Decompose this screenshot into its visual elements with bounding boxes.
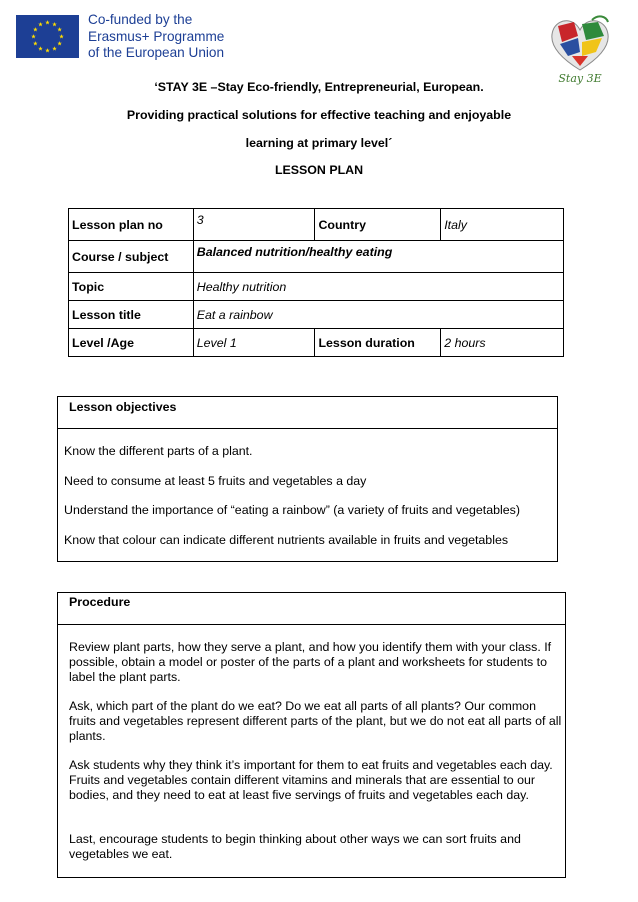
level-label: Level /Age: [69, 329, 194, 357]
procedure-paragraph: Last, encourage students to begin thinking about other ways we can sort fruits and vegetables we eat.: [69, 832, 521, 861]
document-subtitle-line1: Providing practical solutions for effective teaching and enjoyable: [126, 108, 512, 122]
eu-star: [33, 27, 38, 31]
objective-item: Need to consume at least 5 fruits and vegetables a day: [64, 474, 367, 488]
eu-stars-icon: [16, 15, 79, 58]
lesson-plan-no-value: 3: [193, 209, 315, 241]
eu-star: [31, 34, 36, 38]
course-label: Course / subject: [69, 241, 194, 273]
eu-flag-logo: [16, 15, 79, 58]
table-row: [69, 301, 564, 329]
eu-text-line: Erasmus+ Programme: [88, 28, 225, 44]
procedure-paragraph: Ask, which part of the plant do we eat? Do we eat all parts of all plants? Our common fruits and vegetables represent different parts of the plant, but we do not eat all parts of all plants.: [69, 699, 562, 743]
eu-star: [38, 46, 43, 50]
objective-item: Understand the importance of “eating a rainbow” (a variety of fruits and vegetables): [64, 503, 520, 517]
objective-item: Know the different parts of a plant.: [64, 444, 253, 458]
country-value: Italy: [441, 209, 564, 241]
eu-funding-text: [88, 12, 224, 62]
lesson-title-value: Eat a rainbow: [193, 301, 563, 329]
lesson-plan-heading: LESSON PLAN: [274, 163, 364, 177]
course-value: Balanced nutrition/healthy eating: [193, 241, 563, 273]
eu-star: [52, 22, 57, 26]
procedure-box: [57, 592, 566, 878]
table-row: [69, 209, 564, 241]
eu-star: [52, 46, 57, 50]
country-label: Country: [315, 209, 441, 241]
lesson-meta-table: [68, 208, 564, 357]
level-value: Level 1: [193, 329, 315, 357]
document-subtitle-line2: learning at primary level´: [245, 136, 393, 150]
eu-star: [57, 41, 62, 45]
lesson-title-label: Lesson title: [69, 301, 194, 329]
stay3e-logo: [544, 12, 616, 86]
document-title: ‘STAY 3E –Stay Eco-friendly, Entrepreneurial, European.: [154, 80, 484, 94]
lesson-plan-no-label: Lesson plan no: [69, 209, 194, 241]
heart-flags-icon: [544, 12, 616, 86]
procedure-heading: Procedure: [58, 593, 565, 625]
eu-star: [33, 41, 38, 45]
topic-label: Topic: [69, 273, 194, 301]
table-row: [69, 241, 564, 273]
logo-text: Stay 3E: [558, 72, 602, 85]
procedure-paragraph: Review plant parts, how they serve a plant, and how you identify them with your class. If possible, obtain a model or poster of the parts of a plant and worksheets for students to label the plant parts.: [69, 640, 552, 684]
procedure-paragraph: Ask students why they think it’s important for them to eat fruits and vegetables each day. Fruits and vegetables contain different vitamins and minerals that are essential to our bodies, and they need to eat at least five servings of fruits and vegetables each day.: [69, 758, 553, 802]
eu-star: [57, 27, 62, 31]
topic-value: Healthy nutrition: [193, 273, 563, 301]
lesson-objectives-box: [57, 396, 558, 562]
eu-text-line: of the European Union: [88, 45, 225, 60]
duration-value: 2 hours: [441, 329, 564, 357]
table-row: [69, 329, 564, 357]
objective-item: Know that colour can indicate different nutrients available in fruits and vegetables: [64, 533, 509, 547]
duration-label: Lesson duration: [315, 329, 441, 357]
eu-star: [38, 22, 43, 26]
eu-text-line: Co-funded by the: [88, 12, 193, 27]
eu-star: [59, 34, 64, 38]
lesson-objectives-heading: Lesson objectives: [58, 397, 557, 429]
table-row: [69, 273, 564, 301]
eu-star: [45, 20, 50, 24]
eu-star: [45, 48, 50, 52]
